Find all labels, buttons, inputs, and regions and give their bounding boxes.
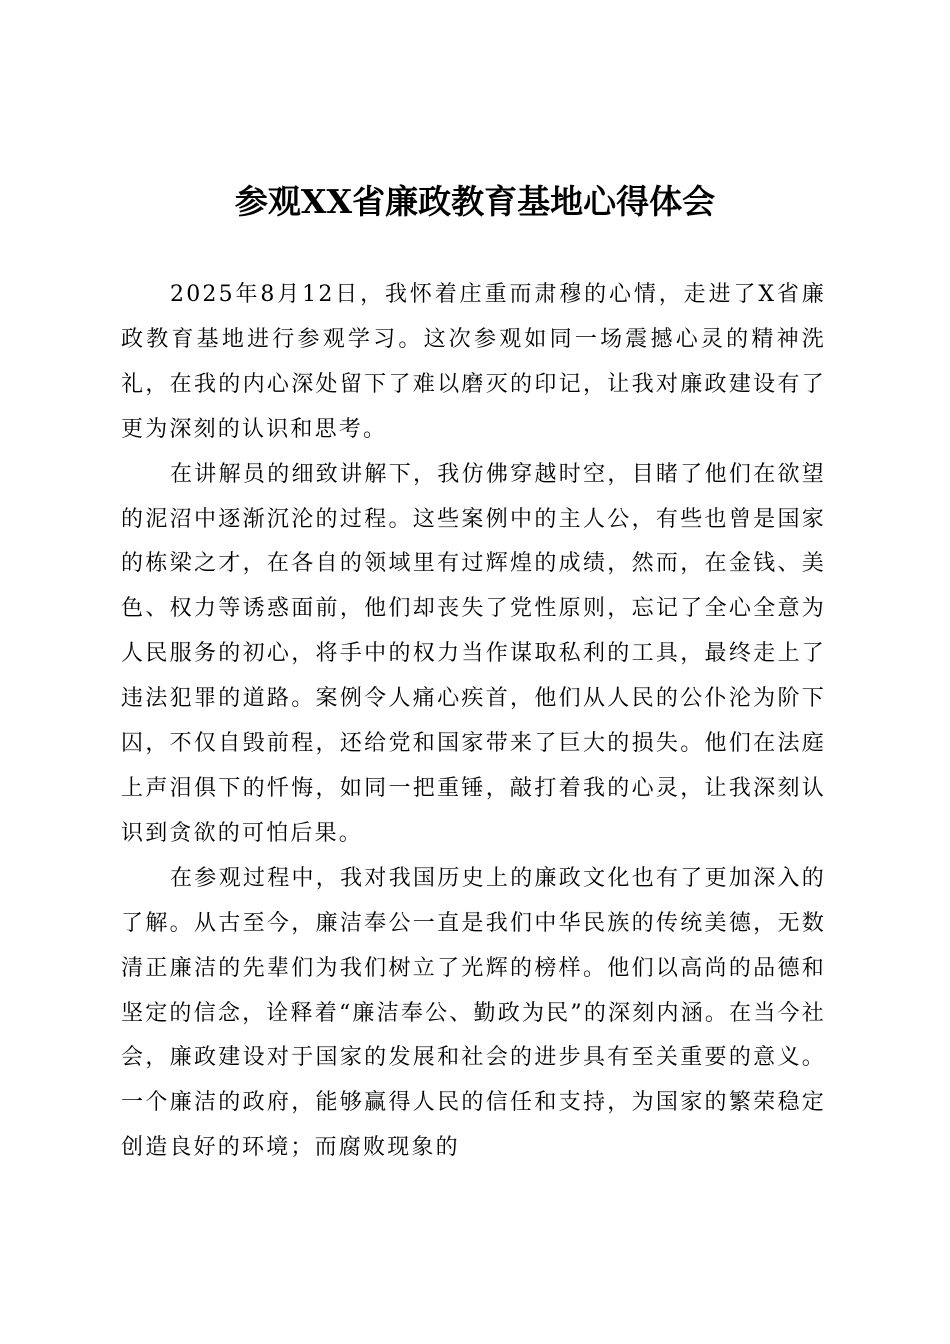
paragraph-2: 在讲解员的细致讲解下，我仿佛穿越时空，目睹了他们在欲望的泥沼中逐渐沉沦的过程。这些案例中的主人公，有些也曾是国家的栋梁之才，在各自的领域里有过辉煌的成绩，然而，在金钱、美色、权力等诱惑面前，他们却丧失了党性原则，忘记了全心全意为人民服务的初心，将手中的权力当作谋取私利的工具，最终走上了违法犯罪的道路。案例令人痛心疾首，他们从人民的公仆沦为阶下囚，不仅自毁前程，还给党和国家带来了巨大的损失。他们在法庭上声泪俱下的忏悔，如同一把重锤，敲打着我的心灵，让我深刻认识到贪欲的可怕后果。 — [121, 461, 826, 846]
document-body — [121, 273, 826, 1171]
document-title: 参观XX省廉政教育基地心得体会 — [234, 182, 716, 221]
paragraph-3: 在参观过程中，我对我国历史上的廉政文化也有了更加深入的了解。从古至今，廉洁奉公一直是我们中华民族的传统美德，无数清正廉洁的先辈们为我们树立了光辉的榜样。他们以高尚的品德和坚定的信念，诠释着“廉洁奉公、勤政为民”的深刻内涵。在当今社会，廉政建设对于国家的发展和社会的进步具有至关重要的意义。一个廉洁的政府，能够赢得人民的信任和支持，为国家的繁荣稳定创造良好的环境；而腐败现象的 — [121, 865, 826, 1161]
paragraph-1: 2025年8月12日，我怀着庄重而肃穆的心情，走进了X省廉政教育基地进行参观学习。这次参观如同一场震撼心灵的精神洗礼，在我的内心深处留下了难以磨灭的印记，让我对廉政建设有了更为深刻的认识和思考。 — [121, 282, 826, 442]
